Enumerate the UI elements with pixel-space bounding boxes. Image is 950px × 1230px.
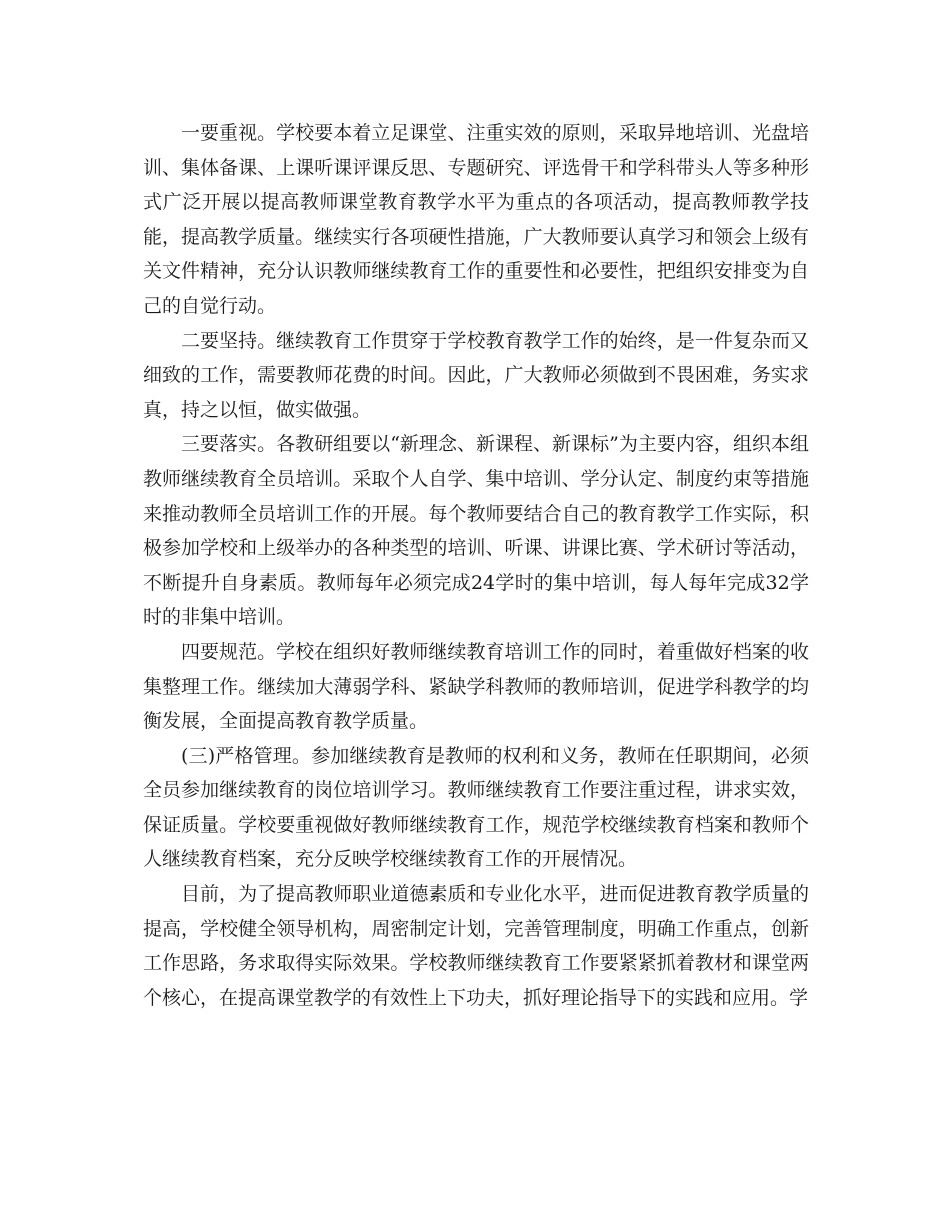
paragraph-emphasis: 一要重视。学校要本着立足课堂、注重实效的原则，采取异地培训、光盘培训、集体备课、上课听课评课反思、专题研究、评选骨干和学科带头人等多种形式广泛开展以提高教师课堂教育教学水平为重点的各项活动，提高教师教学技能，提高教学质量。继续实行各项硬性措施，广大教师要认真学习和领会上级有关文件精神，充分认识教师继续教育工作的重要性和必要性，把组织安排变为自己的自觉行动。 <box>143 122 809 317</box>
paragraph-current-status: 目前，为了提高教师职业道德素质和专业化水平，进而促进教育教学质量的提高，学校健全领导机构，周密制定计划，完善管理制度，明确工作重点，创新工作思路，务求取得实际效果。学校教师继续教育工作要紧紧抓着教材和课堂两个核心，在提高课堂教学的有效性上下功夫，抓好理论指导下的实践和应用。学 <box>143 883 809 1009</box>
paragraph-standardization: 四要规范。学校在组织好教师继续教育培训工作的同时，着重做好档案的收集整理工作。继续加大薄弱学科、紧缺学科教师的教师培训，促进学科教学的均衡发展，全面提高教育教学质量。 <box>143 640 809 733</box>
paragraph-persistence: 二要坚持。继续教育工作贯穿于学校教育教学工作的始终，是一件复杂而又细致的工作，需要教师花费的时间。因此，广大教师必须做到不畏困难，务实求真，持之以恒，做实做强。 <box>143 329 809 421</box>
document-body <box>143 116 809 1015</box>
paragraph-implementation: 三要落实。各教研组要以“新理念、新课程、新课标”为主要内容，组织本组教师继续教育全员培训。采取个人自学、集中培训、学分认定、制度约束等措施来推动教师全员培训工作的开展。每个教师要结合自己的教育教学工作实际，积极参加学校和上级举办的各种类型的培训、听课、讲课比赛、学术研讨等活动，不断提升自身素质。教师每年必须完成24学时的集中培训，每人每年完成32学时的非集中培训。 <box>143 433 809 629</box>
paragraph-strict-management: (三)严格管理。参加继续教育是教师的权利和义务，教师在任职期间，必须全员参加继续教育的岗位培训学习。教师继续教育工作要注重过程，讲求实效，保证质量。学校要重视做好教师继续教育工作，规范学校继续教育档案和教师个人继续教育档案，充分反映学校继续教育工作的开展情况。 <box>143 744 809 871</box>
